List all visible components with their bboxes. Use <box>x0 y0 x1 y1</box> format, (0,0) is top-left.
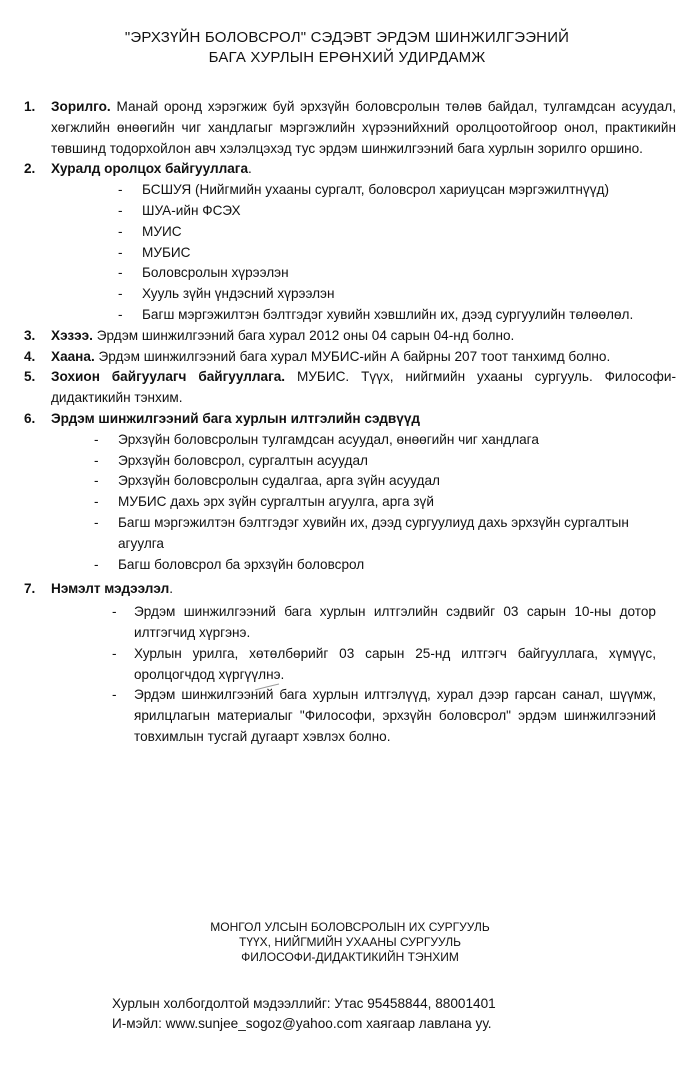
section-additional-info <box>24 579 676 600</box>
title-line-2: БАГА ХУРЛЫН ЕРӨНХИЙ УДИРДАМЖ <box>208 49 486 66</box>
section-text: Манай оронд хэрэгжиж буй эрхзүйн боловсролын төлөв байдал, тулгамдсан асуудал, хөгжлийн өнөөгийн чиг хандлагыг мэргэжлийн хүрээнийхний оролцоотойгоор онол, практикийн төвшинд тодорхойлон авч хэлэлцэхэд тус эрдэм шинжилгээний бага хурлын зорилго оршино. <box>51 99 676 156</box>
list-item <box>24 243 656 264</box>
list-item <box>24 513 666 555</box>
list-item-text: МУИС <box>142 223 182 239</box>
list-dash: - <box>112 687 117 703</box>
org-university: МОНГОЛ УЛСЫН БОЛОВСРОЛЫН ИХ СУРГУУЛЬ <box>210 920 490 934</box>
list-dash: - <box>118 182 123 198</box>
list-item <box>24 430 666 451</box>
list-item-text: Хурлын урилга, хөтөлбөрийг 03 сарын 25-нд илтгэгч байгууллага, хүмүүс, оролцогчдод хүргүүлнэ. <box>134 645 656 682</box>
list-item <box>24 305 656 326</box>
list-dash: - <box>118 306 123 322</box>
section-number: 3. <box>24 327 36 343</box>
list-item <box>24 492 666 513</box>
list-item <box>24 201 656 222</box>
list-item <box>24 555 666 576</box>
list-item-text: Хууль зүйн үндэсний хүрээлэн <box>142 286 335 302</box>
section-text: Эрдэм шинжилгээний бага хурал МУБИС-ийн А байрны 207 тоот танхимд болно. <box>98 348 611 364</box>
list-item-text: Эрдэм шинжилгээний бага хурлын илтгэлийн сэдвийг 03 сарын 10-ны дотор илтгэгчид хүргэнэ. <box>134 604 656 640</box>
contact-info <box>112 994 592 1034</box>
org-school: ТҮҮХ, НИЙГМИЙН УХААНЫ СУРГУУЛЬ <box>239 935 461 949</box>
section-topics <box>24 409 676 430</box>
title-line-1: "ЭРХЗҮЙН БОЛОВСРОЛ" СЭДЭВТ ЭРДЭМ ШИНЖИЛГЭЭНИЙ <box>124 29 570 46</box>
section-title: Хуралд оролцох байгууллага <box>51 161 249 177</box>
list-item-text: ШУА-ийн ФСЭХ <box>142 202 241 218</box>
list-dash: - <box>118 202 123 218</box>
section-participants <box>24 159 676 180</box>
list-dash: - <box>94 494 99 510</box>
list-item <box>24 451 666 472</box>
topics-list <box>24 430 666 576</box>
participants-list <box>24 180 656 326</box>
document-body <box>24 97 676 748</box>
list-item-text: МУБИС <box>142 244 191 260</box>
pen-stroke-mark <box>254 683 280 691</box>
contact-email: И-мэйл: www.sunjee_sogoz@yahoo.com хаягаар лавлана уу. <box>112 1016 492 1031</box>
list-dash: - <box>118 265 123 281</box>
list-item <box>24 222 656 243</box>
list-item <box>24 602 656 644</box>
list-dash: - <box>94 514 99 530</box>
list-dash: - <box>112 645 117 661</box>
list-dash: - <box>118 286 123 302</box>
section-text: Эрдэм шинжилгээний бага хурал 2012 оны 04 сарын 04-нд болно. <box>96 327 515 343</box>
list-item <box>24 284 656 305</box>
list-dash: - <box>118 223 123 239</box>
list-item <box>24 180 656 201</box>
list-item-text: Багш мэргэжилтэн бэлтгэдэг хувийн их, дээд сургуулиуд дахь эрхзүйн сургалтын агуулга <box>118 514 629 551</box>
section-title: Зохион байгуулагч байгууллага. <box>51 369 286 385</box>
organization-block <box>120 920 580 965</box>
contact-phone: Хурлын холбогдолтой мэдээллийг: Утас 95458844, 88001401 <box>112 996 496 1011</box>
list-dash: - <box>118 244 123 260</box>
list-item-text: МУБИС дахь эрх зүйн сургалтын агуулга, арга зүй <box>118 494 434 510</box>
list-item <box>24 685 656 747</box>
list-item <box>24 471 666 492</box>
list-item-text: Эрхзүйн боловсрол, сургалтын асуудал <box>118 452 368 468</box>
section-number: 7. <box>24 581 36 597</box>
list-dash: - <box>94 473 99 489</box>
section-title: Хаана. <box>51 348 95 364</box>
org-department: ФИЛОСОФИ-ДИДАКТИКИЙН ТЭНХИМ <box>241 950 459 964</box>
section-organizer <box>24 367 676 409</box>
list-item-text: БСШУЯ (Нийгмийн ухааны сургалт, боловсрол хариуцсан мэргэжилтнүүд) <box>142 182 609 198</box>
list-dash: - <box>94 452 99 468</box>
section-text: МУБИС. Түүх, нийгмийн ухааны сургууль. Философи-дидактикийн тэнхим. <box>51 369 676 406</box>
section-title-dot: . <box>169 581 173 597</box>
section-title: Эрдэм шинжилгээний бага хурлын илтгэлийн сэдвүүд <box>51 410 421 426</box>
section-purpose <box>24 97 676 159</box>
section-number: 5. <box>24 369 36 385</box>
list-item <box>24 263 656 284</box>
list-dash: - <box>112 604 117 620</box>
list-dash: - <box>94 556 99 572</box>
additional-info-list <box>24 602 656 748</box>
section-number: 4. <box>24 348 36 364</box>
list-dash: - <box>94 431 99 447</box>
list-item-text: Эрдэм шинжилгээний бага хурлын илтгэлүүд, хурал дээр гарсан санал, шүүмж, ярилцлагын материалыг "Философи, эрхзүйн боловсрол" эрдэм шинжилгээний товхимлын тусгай дугаарт хэвлэх болно. <box>134 687 656 744</box>
document-title <box>60 28 634 68</box>
list-item-text: Боловсролын хүрээлэн <box>142 265 289 281</box>
section-title: Зорилго. <box>51 99 111 114</box>
section-when <box>24 326 676 347</box>
list-item-text: Багш боловсрол ба эрхзүйн боловсрол <box>118 556 365 572</box>
section-number: 2. <box>24 161 36 177</box>
list-item-text: Эрхзүйн боловсролын тулгамдсан асуудал, өнөөгийн чиг хандлага <box>118 431 539 447</box>
list-item-text: Багш мэргэжилтэн бэлтгэдэг хувийн хэвшлийн их, дээд сургуулийн төлөөлөл. <box>142 306 634 322</box>
section-where <box>24 347 676 368</box>
section-number: 6. <box>24 410 36 426</box>
section-title-dot: . <box>248 161 252 177</box>
list-item <box>24 644 656 686</box>
section-title: Нэмэлт мэдээлэл <box>51 581 170 597</box>
section-title: Хэзээ. <box>51 327 93 343</box>
list-item-text: Эрхзүйн боловсролын судалгаа, арга зүйн асуудал <box>118 473 440 489</box>
section-number: 1. <box>24 99 36 114</box>
